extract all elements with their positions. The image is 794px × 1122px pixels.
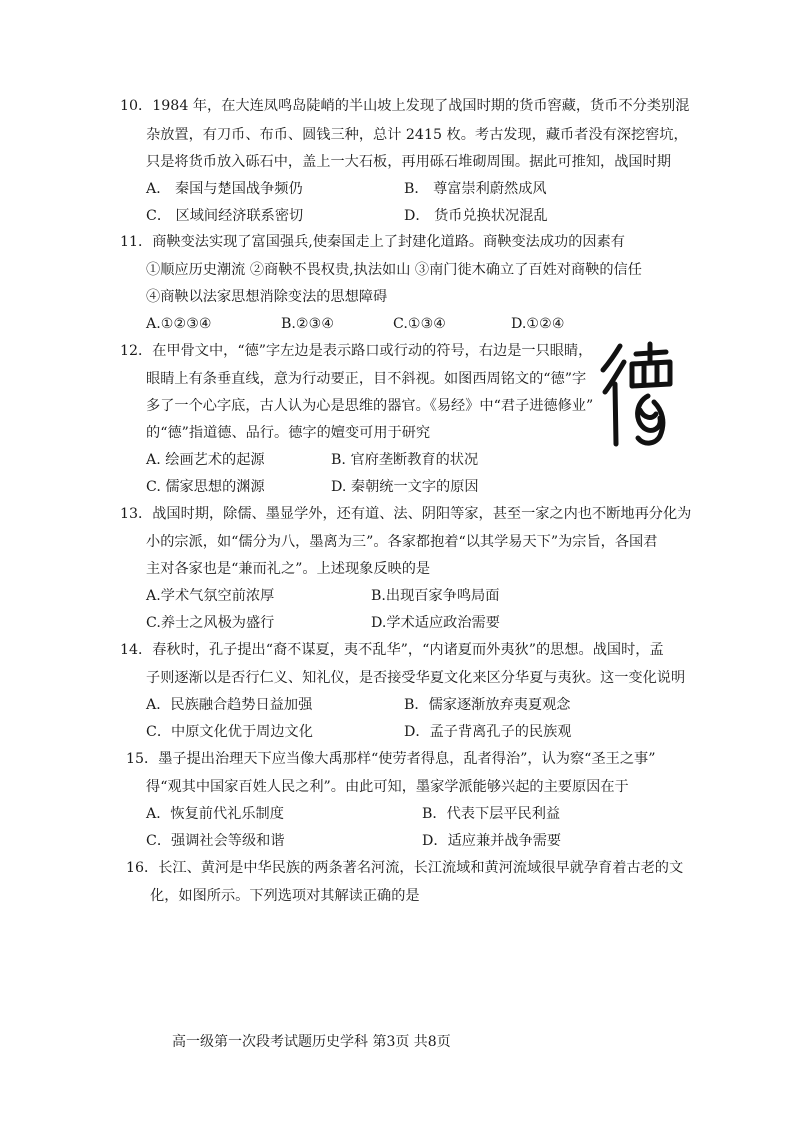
q11-line-3: ④商鞅以法家思想消除变法的思想障碍 <box>146 289 388 305</box>
q11-option-a: A.①②③④ <box>146 316 212 332</box>
q15-option-a: A．恢复前代礼乐制度 <box>146 806 284 822</box>
q13-option-a: A.学术气氛空前浓厚 <box>146 588 275 604</box>
q11-option-d: D.①②④ <box>511 316 565 332</box>
q16-line-1: 16．长江、黄河是中华民族的两条著名河流，长江流域和黄河流域很早就孕育着古老的文 <box>126 860 684 876</box>
q15-option-d: D．适应兼并战争需要 <box>422 833 562 849</box>
q12-option-b: B. 官府垄断教育的状况 <box>331 452 479 468</box>
q13-option-d: D.学术适应政治需要 <box>371 615 500 631</box>
q10-line-3: 只是将货币放入砾石中，盖上一大石板，再用砾石堆砌周围。据此可推知，战国时期 <box>146 154 671 170</box>
q15-line-2: 得“观其中国家百姓人民之利”。由此可知，墨家学派能够兴起的主要原因在于 <box>146 779 629 795</box>
q12-line-2: 眼睛上有条垂直线，意为行动要正，目不斜视。如图西周铭文的“德”字 <box>146 371 587 387</box>
q13-option-c: C.养士之风极为盛行 <box>146 615 275 631</box>
q10-option-a: A． 秦国与楚国战争频仍 <box>146 181 303 197</box>
q15-option-b: B．代表下层平民利益 <box>422 806 561 822</box>
q13-line-1: 13．战国时期，除儒、墨显学外，还有道、法、阴阳等家，甚至一家之内也不断地再分化为 <box>120 506 692 522</box>
q13-option-b: B.出现百家争鸣局面 <box>371 588 500 604</box>
q10-option-b: B． 尊富崇利蔚然成风 <box>404 181 547 197</box>
q12-option-d: D. 秦朝统一文字的原因 <box>331 479 479 495</box>
q14-option-b: B．儒家逐渐放弃夷夏观念 <box>404 697 571 713</box>
q12-line-4: 的“德”指道德、品行。德字的嬗变可用于研究 <box>146 425 431 441</box>
q13-line-3: 主对各家也是“兼而礼之”。上述现象反映的是 <box>146 561 431 577</box>
q10-option-c: C． 区域间经济联系密切 <box>146 208 304 224</box>
q11-option-c: C.①③④ <box>393 316 447 332</box>
q16-line-2: 化，如图所示。下列选项对其解读正确的是 <box>150 888 420 904</box>
q12-option-c: C. 儒家思想的渊源 <box>146 479 265 495</box>
q12-line-1: 12．在甲骨文中，“德”字左边是表示路口或行动的符号，右边是一只眼睛， <box>120 343 593 359</box>
q12-line-3: 多了一个心字底，古人认为心是思维的器官。《易经》中“君子进德修业” <box>146 398 594 414</box>
q15-line-1: 15．墨子提出治理天下应当像大禹那样“使劳者得息，乱者得治”，认为察“圣王之事” <box>126 751 656 767</box>
q14-option-a: A．民族融合趋势日益加强 <box>146 697 313 713</box>
q10-line-2: 杂放置，有刀币、布币、圆钱三种，总计 2415 枚。考古发现，藏币者没有深挖窖坑， <box>146 127 688 143</box>
page-footer: 高一级第一次段考试题历史学科 第3页 共8页 <box>172 1034 451 1050</box>
q11-line-1: 11．商鞅变法实现了富国强兵,使秦国走上了封建化道路。商鞅变法成功的因素有 <box>120 234 625 250</box>
q10-line-1: 10．1984 年，在大连凤鸣岛陡峭的半山坡上发现了战国时期的货币窖藏，货币不分类别混 <box>120 98 690 114</box>
q11-option-b: B.②③④ <box>281 316 335 332</box>
q12-option-a: A. 绘画艺术的起源 <box>146 452 265 468</box>
q13-line-2: 小的宗派，如“儒分为八，墨离为三”。各家都抱着“以其学易天下”为宗旨，各国君 <box>146 534 658 550</box>
q10-option-d: D． 货币兑换状况混乱 <box>404 208 548 224</box>
q15-option-c: C．强调社会等级和谐 <box>146 833 285 849</box>
de-character-bronze-inscription-icon <box>600 340 682 452</box>
q11-line-2: ①顺应历史潮流 ②商鞅不畏权贵,执法如山 ③南门徙木确立了百姓对商鞅的信任 <box>146 262 642 278</box>
q14-option-d: D．孟子背离孔子的民族观 <box>404 724 572 740</box>
q14-line-1: 14．春秋时，孔子提出“裔不谋夏，夷不乱华”，“内诸夏而外夷狄”的思想。战国时，孟 <box>120 642 664 658</box>
q14-line-2: 子则逐渐以是否行仁义、知礼仪，是否接受华夏文化来区分华夏与夷狄。这一变化说明 <box>146 670 686 686</box>
q14-option-c: C．中原文化优于周边文化 <box>146 724 313 740</box>
